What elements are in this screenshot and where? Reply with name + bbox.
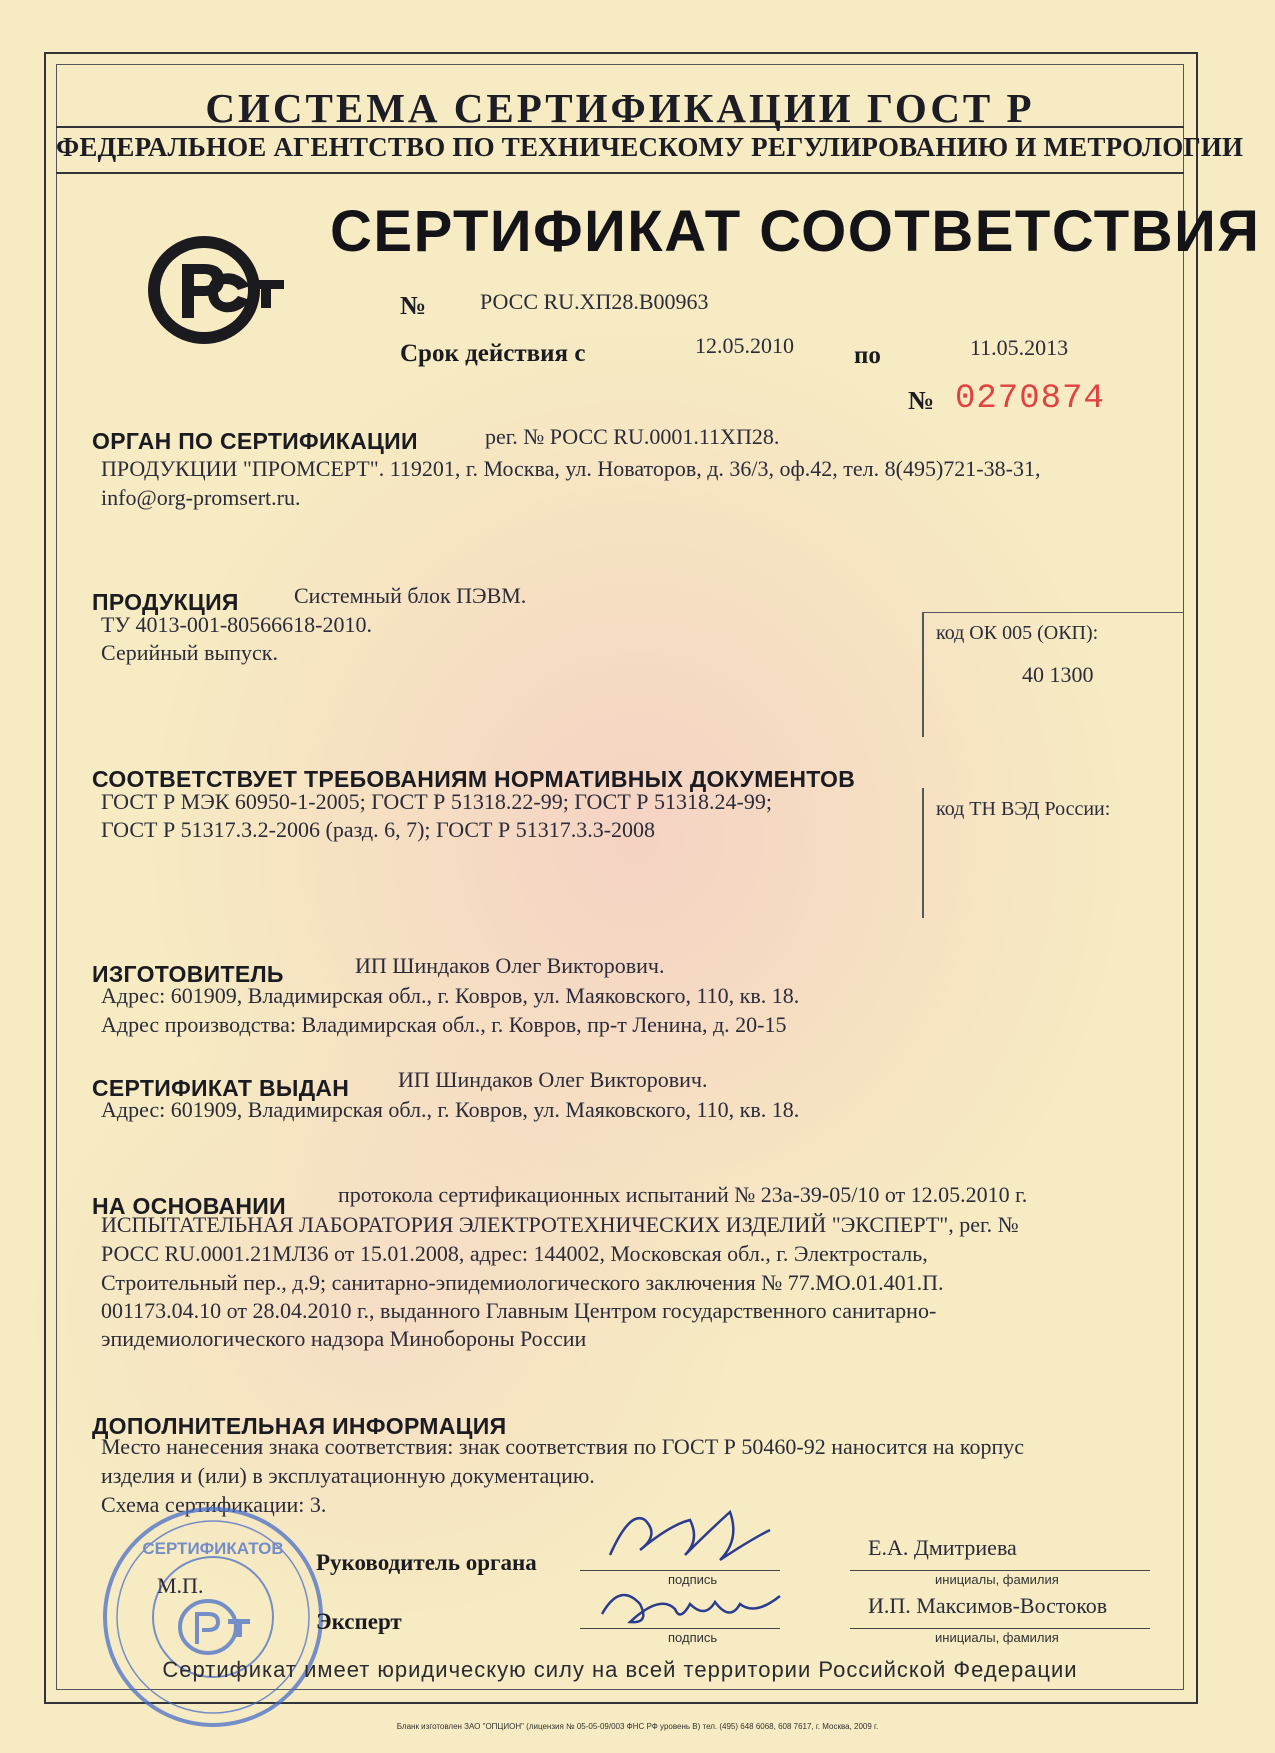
valid-to: 11.05.2013 [970,335,1069,360]
product-spec: ТУ 4013-001-80566618-2010. [101,612,372,637]
product-name: Системный блок ПЭВМ. [294,583,527,608]
issued-to-label: СЕРТИФИКАТ ВЫДАН [92,1075,350,1101]
certificate-title: СЕРТИФИКАТ СООТВЕТСТВИЯ [330,199,1261,264]
compliance-label: СООТВЕТСТВУЕТ ТРЕБОВАНИЯМ НОРМАТИВНЫХ ДОКУМЕНТОВ [92,766,856,792]
expert-signature [590,1574,790,1634]
validity-to-label: по [854,342,881,369]
number-label: № [400,291,427,320]
head-of-body-label: Руководитель органа [316,1550,537,1575]
head-signature [590,1500,780,1570]
compliance-line-1: ГОСТ Р МЭК 60950-1-2005; ГОСТ Р 51318.22-99; ГОСТ Р 51318.24-99; [101,789,772,814]
tnved-label: код ТН ВЭД России: [936,798,1111,820]
basis-line-2: ИСПЫТАТЕЛЬНАЯ ЛАБОРАТОРИЯ ЭЛЕКТРОТЕХНИЧЕСКИХ ИЗДЕЛИЙ "ЭКСПЕРТ", рег. № [101,1212,1019,1237]
additional-line-1: Место нанесения знака соответствия: знак соответствия по ГОСТ Р 50460-92 наносится на корпус [101,1434,1025,1459]
additional-line-3: Схема сертификации: 3. [101,1492,327,1517]
compliance-line-2: ГОСТ Р 51317.3.2-2006 (разд. 6, 7); ГОСТ Р 51317.3.3-2008 [101,817,656,842]
expert-label: Эксперт [316,1609,402,1634]
official-stamp [98,1502,328,1732]
serial-number: 0270874 [955,380,1105,418]
additional-info-label: ДОПОЛНИТЕЛЬНАЯ ИНФОРМАЦИЯ [92,1413,507,1439]
expert-signature-caption: подпись [668,1630,718,1645]
legal-notice: Сертификат имеет юридическую силу на всей территории Российской Федерации [162,1657,1078,1682]
issued-to-name: ИП Шиндаков Олег Викторович. [398,1067,708,1092]
issued-to-address: Адрес: 601909, Владимирская обл., г. Ковров, ул. Маяковского, 110, кв. 18. [101,1097,800,1122]
additional-line-2: изделия и (или) в эксплуатационную документацию. [101,1463,595,1488]
okp-code: 40 1300 [1022,662,1094,687]
basis-line-1: протокола сертификационных испытаний № 23а-39-05/10 от 12.05.2010 г. [338,1182,1028,1207]
expert-name-caption: инициалы, фамилия [935,1630,1059,1645]
head-name: Е.А. Дмитриева [868,1535,1017,1560]
manufacturer-label: ИЗГОТОВИТЕЛЬ [92,961,284,987]
valid-from: 12.05.2010 [695,333,794,358]
manufacturer-address: Адрес: 601909, Владимирская обл., г. Ковров, ул. Маяковского, 110, кв. 18. [101,983,800,1008]
head-signature-line [580,1570,780,1571]
expert-name-line [850,1628,1150,1629]
expert-name: И.П. Максимов-Востоков [868,1593,1108,1618]
head-name-caption: инициалы, фамилия [935,1572,1059,1587]
expert-signature-line [580,1628,780,1629]
basis-line-6: эпидемиологического надзора Минобороны России [101,1326,587,1351]
certification-body-email: info@org-promsert.ru. [101,485,301,510]
stamp-text: СЕРТИФИКАТОВ [142,1539,284,1558]
certification-body-address: ПРОДУКЦИИ "ПРОМСЕРТ". 119201, г. Москва, ул. Новаторов, д. 36/3, оф.42, тел. 8(495)721-38-31, [101,456,1041,481]
certificate-number: РОСС RU.ХП28.В00963 [480,289,709,314]
okp-label: код ОК 005 (ОКП): [936,622,1099,644]
stamp-rst-icon [180,1601,250,1653]
basis-line-5: 001173.04.10 от 28.04.2010 г., выданного Главным Центром государственного санитарно- [101,1298,937,1323]
serial-label: № [908,386,935,415]
basis-label: НА ОСНОВАНИИ [92,1193,286,1219]
manufacturer-production-address: Адрес производства: Владимирская обл., г. Ковров, пр-т Ленина, д. 20-15 [101,1012,787,1037]
rst-logo-icon [142,230,292,350]
head-signature-caption: подпись [668,1572,718,1587]
head-name-line [850,1570,1150,1571]
system-title: СИСТЕМА СЕРТИФИКАЦИИ ГОСТ Р [205,85,1035,131]
mp-label: М.П. [157,1573,204,1598]
product-release: Серийный выпуск. [101,640,278,665]
basis-line-3: РОСС RU.0001.21МЛ36 от 15.01.2008, адрес: 144002, Московская обл., г. Электросталь, [101,1241,928,1266]
header-divider [56,172,1184,174]
agency-name: ФЕДЕРАЛЬНОЕ АГЕНТСТВО ПО ТЕХНИЧЕСКОМУ РЕГУЛИРОВАНИЮ И МЕТРОЛОГИИ [56,132,1244,162]
certification-body-label: ОРГАН ПО СЕРТИФИКАЦИИ [92,428,418,454]
certification-body-reg: рег. № РОСС RU.0001.11ХП28. [485,424,780,449]
printer-notice: Бланк изготовлен ЗАО "ОПЦИОН" (лицензия № 05-05-09/003 ФНС РФ уровень В) тел. (495) 648 6068, 608 7617, г. Москва, 2009 г. [396,1722,879,1731]
product-label: ПРОДУКЦИЯ [92,589,239,615]
basis-line-4: Строительный пер., д.9; санитарно-эпидемиологического заключения № 77.МО.01.401.П. [101,1270,944,1295]
manufacturer-name: ИП Шиндаков Олег Викторович. [355,953,665,978]
validity-label: Срок действия с [400,340,586,367]
